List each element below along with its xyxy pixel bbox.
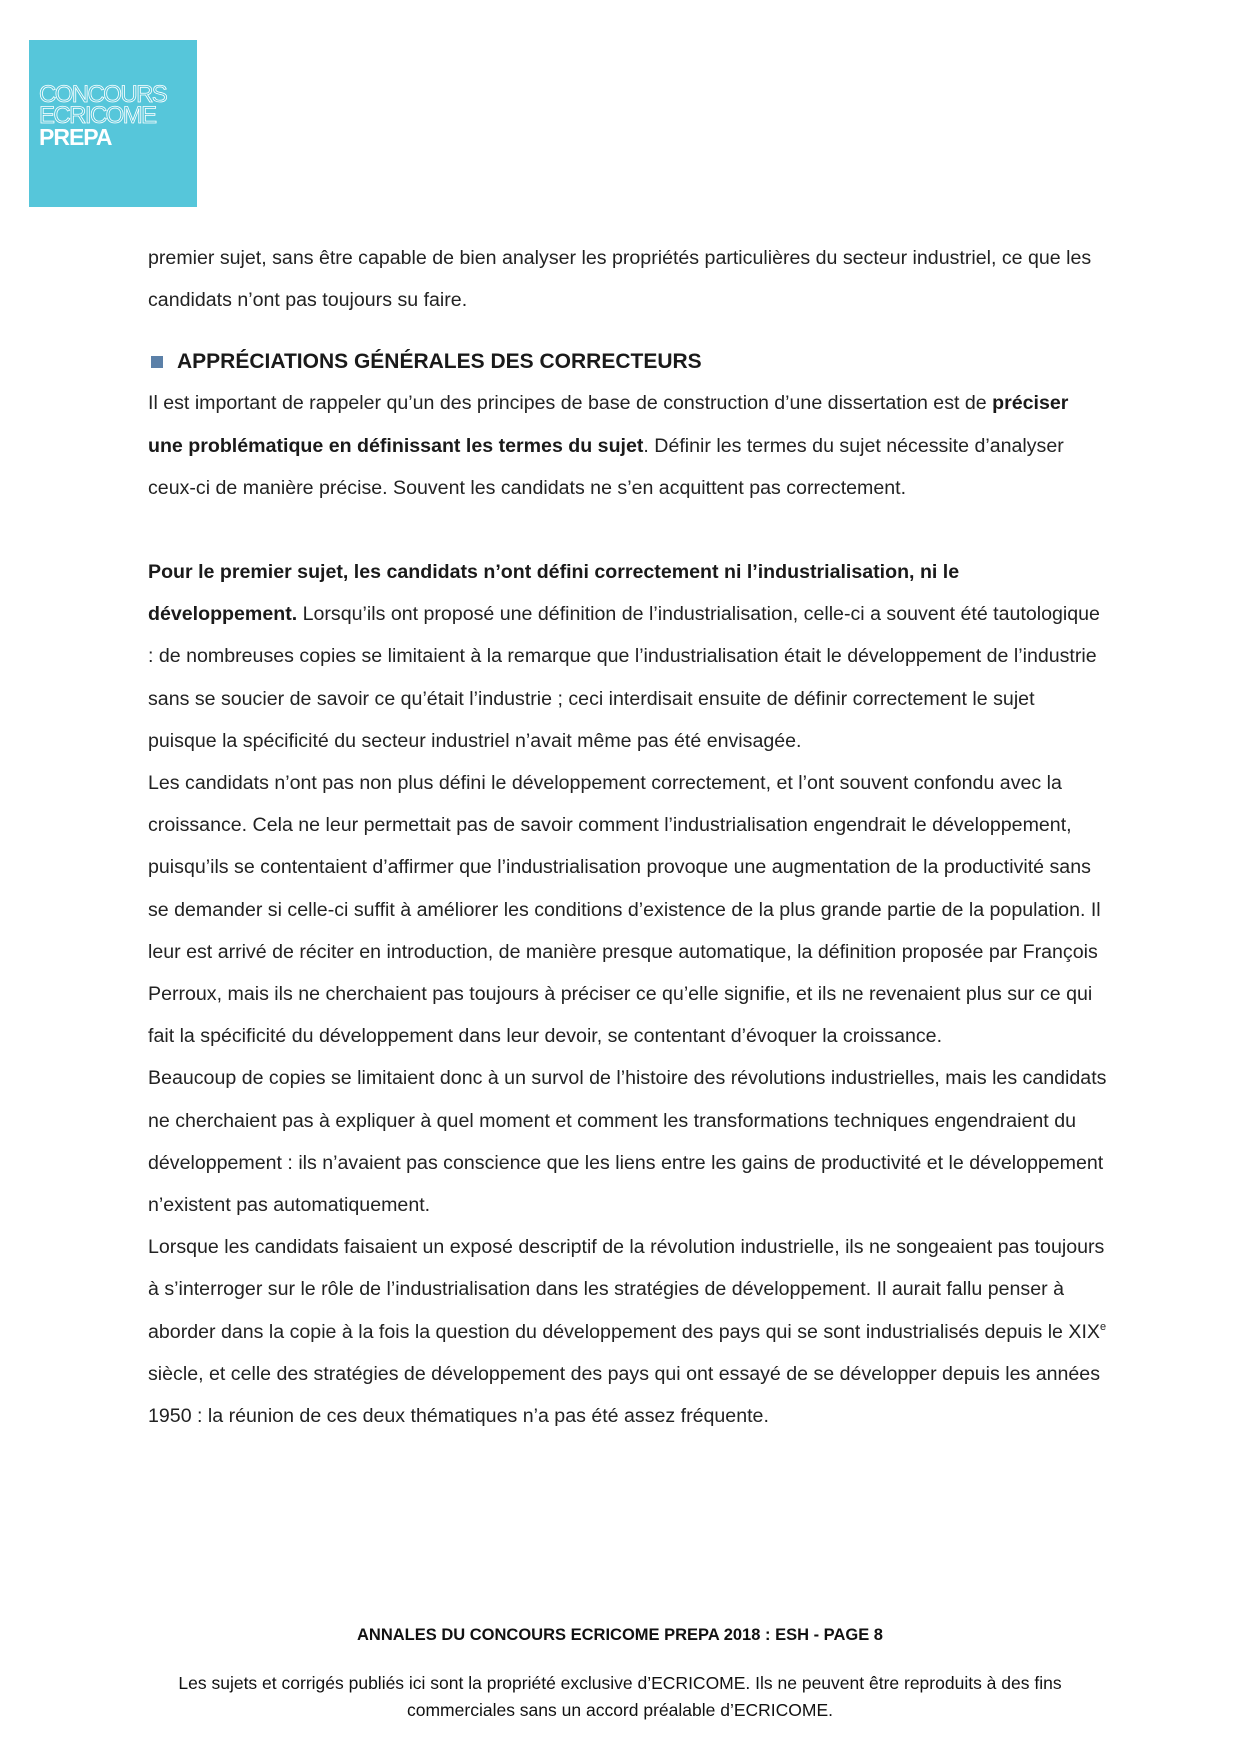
logo-line-ecricome: ECRICOME — [39, 102, 156, 129]
section-heading-text: APPRÉCIATIONS GÉNÉRALES DES CORRECTEURS — [177, 350, 702, 374]
paragraph-problematique — [148, 382, 1108, 509]
ecricome-logo — [29, 40, 197, 207]
p1-text-c: . Définir les termes du sujet nécessite d’analyser ceux-ci de manière précise. Souvent les candidats ne s’en acquittent pas correctement. — [148, 434, 1064, 499]
intro-paragraph: premier sujet, sans être capable de bien analyser les propriétés particulières du secteur industriel, ce que les candidats n’ont pas toujours su faire. — [148, 247, 1092, 312]
footer-title: ANNALES DU CONCOURS ECRICOME PREPA 2018 : ESH - PAGE 8 — [357, 1626, 883, 1644]
logo-line-prepa: PREPA — [39, 124, 112, 150]
square-bullet-icon — [151, 356, 163, 368]
p5-text-b: siècle, et celle des stratégies de développement des pays qui ont essayé de se développer depuis les années 1950 : la réunion de ces deux thématiques n’a pas été assez fréquente. — [148, 1362, 1100, 1428]
p2-bold: Pour le premier sujet, les candidats n’ont défini correctement ni l’industrialisation, ni le développement. — [148, 561, 960, 626]
paragraph-strategies — [148, 1226, 1108, 1437]
p1-text-a: Il est important de rappeler qu’un des principes de base de construction d’une dissertation est de — [148, 392, 993, 415]
paragraph-revolutions: Beaucoup de copies se limitaient donc à un survol de l’histoire des révolutions industrielles, mais les candidats ne cherchaient pas à expliquer à quel moment et comment les transformations techniques engendraient du développement : ils n’avaient pas conscience que les liens entre les gains de productivité et le développement n’existent pas automatiquement. — [148, 1067, 1107, 1217]
section-heading — [148, 342, 1108, 382]
paragraph-gap — [148, 509, 1108, 551]
p1-bold: préciser une problématique en définissant les termes du sujet — [148, 392, 1069, 457]
paragraph-premier-sujet — [148, 551, 1108, 762]
p5-text-a: Lorsque les candidats faisaient un exposé descriptif de la révolution industrielle, ils ne songeaient pas toujours à s’interroger sur le rôle de l’industrialisation dans les stratégies de développement. Il aurait fallu penser à aborder dans la copie à la fois la question du développement des pays qui se sont industrialisés depuis le XIX — [148, 1236, 1105, 1343]
footer-note: Les sujets et corrigés publiés ici sont la propriété exclusive d’ECRICOME. Ils ne peuvent être reproduits à des fins commerciales sans un accord préalable d’ECRICOME. — [178, 1673, 1062, 1720]
logo-line-concours: CONCOURS — [39, 81, 167, 108]
page-content — [148, 237, 1108, 1437]
paragraph-developpement: Les candidats n’ont pas non plus défini le développement correctement, et l’ont souvent confondu avec la croissance. Cela ne leur permettait pas de savoir comment l’industrialisation engendrait le développement, puisqu’ils se contentaient d’affirmer que l’industrialisation provoque une augmentation de la productivité sans se demander si celle-ci suffit à améliorer les conditions d’existence de la plus grande partie de la population. Il leur est arrivé de réciter en introduction, de manière presque automatique, la définition proposée par François Perroux, mais ils ne cherchaient pas toujours à préciser ce qu’elle signifie, et ils ne revenaient plus sur ce qui fait la spécificité du développement dans leur devoir, se contentant d’évoquer la croissance. — [148, 772, 1101, 1048]
p2-text: Lorsqu’ils ont proposé une définition de l’industrialisation, celle-ci a souvent été tautologique : de nombreuses copies se limitaient à la remarque que l’industrialisation était le développement de l’industrie sans se soucier de savoir ce qu’était l’industrie ; ceci interdisait ensuite de définir correctement le sujet puisque la spécificité du secteur industriel n’avait même pas été envisagée. — [148, 603, 1100, 752]
p5-superscript: e — [1099, 1320, 1107, 1333]
